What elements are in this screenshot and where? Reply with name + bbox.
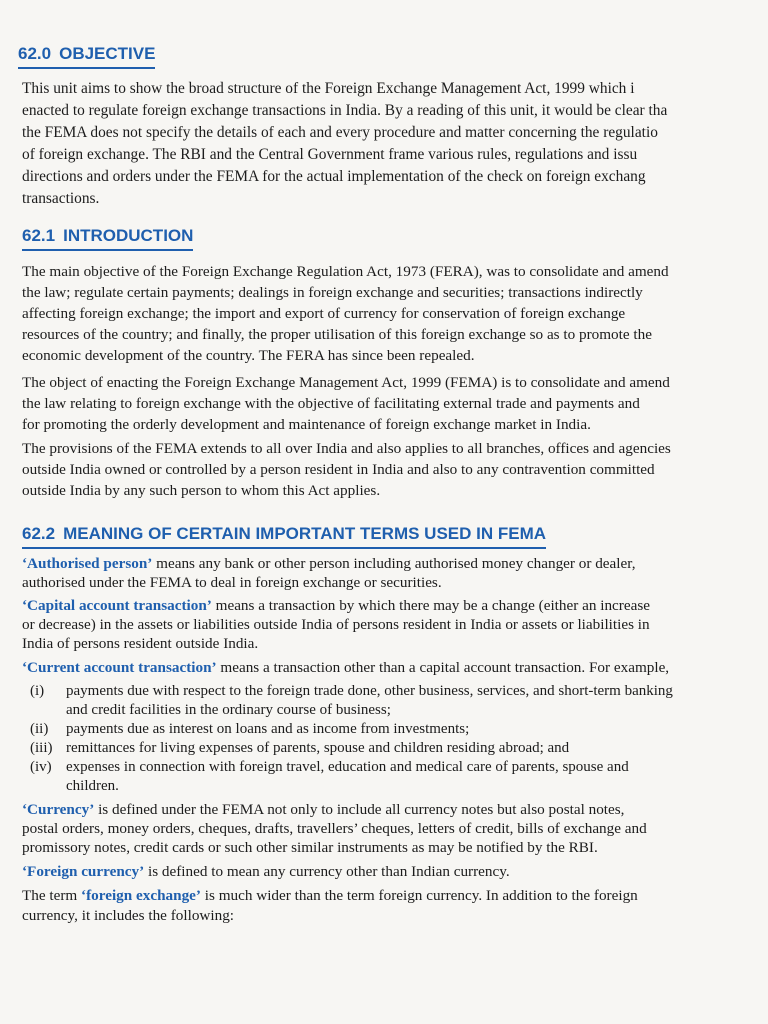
term-definition: means a transaction other than a capital account transaction. For example, (216, 659, 670, 676)
text-line: the FEMA does not specify the details of each and every procedure and matter concerning the regulatio (22, 124, 658, 141)
text-line: resources of the country; and finally, the proper utilisation of this foreign exchange so as to promote the (22, 326, 652, 343)
text-line: and credit facilities in the ordinary course of business; (66, 702, 391, 718)
section-heading-terms (22, 524, 546, 549)
term-name: ‘foreign exchange’ (81, 887, 201, 904)
list-item (30, 739, 673, 758)
term-current-account-transaction (22, 658, 768, 677)
text-line: The object of enacting the Foreign Exchange Management Act, 1999 (FEMA) is to consolidate and amend (22, 374, 670, 391)
text-line: India of persons resident outside India. (22, 635, 259, 652)
text-line: directions and orders under the FEMA for the actual implementation of the check on foreign exchang (22, 168, 646, 185)
section-number: 62.2 (22, 524, 56, 543)
text-line: outside India by any such person to whom this Act applies. (22, 482, 381, 499)
term-definition: means a transaction by which there may be a change (either an increase (211, 597, 650, 614)
term-authorised-person (22, 554, 768, 592)
list-marker: (ii) (30, 721, 49, 737)
text-line: authorised under the FEMA to deal in foreign exchange or securities. (22, 574, 442, 591)
section-heading-objective (18, 44, 155, 69)
section-number: 62.1 (22, 226, 56, 245)
term-foreign-exchange (22, 886, 768, 926)
section-title: OBJECTIVE (59, 44, 156, 63)
list-item (30, 682, 673, 720)
text-line: This unit aims to show the broad structure of the Foreign Exchange Management Act, 1999 which i (22, 80, 635, 97)
list-item (30, 720, 673, 739)
term-definition: is defined to mean any currency other than Indian currency. (144, 863, 510, 880)
text-line: outside India owned or controlled by a person resident in India and also to any contravention committed (22, 461, 655, 478)
text-line: the law; regulate certain payments; dealings in foreign exchange and securities; transactions indirectly (22, 284, 643, 301)
text-line: affecting foreign exchange; the import and export of currency for conservation of foreign exchange (22, 305, 626, 322)
text-line: children. (66, 778, 119, 794)
text-line: economic development of the country. The FERA has since been repealed. (22, 347, 475, 364)
current-account-examples-list (30, 682, 673, 796)
text-line: payments due with respect to the foreign trade done, other business, services, and short-term banking (66, 683, 673, 699)
term-name: ‘Authorised person’ (22, 555, 153, 572)
text-line: payments due as interest on loans and as income from investments; (66, 721, 470, 737)
text-line: expenses in connection with foreign travel, education and medical care of parents, spouse and (66, 759, 629, 775)
introduction-paragraph-1 (22, 261, 768, 366)
term-name: ‘Capital account transaction’ (22, 597, 212, 614)
introduction-paragraph-2 (22, 372, 768, 435)
term-name: ‘Foreign currency’ (22, 863, 145, 880)
text-line: transactions. (22, 190, 100, 207)
term-name: ‘Current account transaction’ (22, 659, 217, 676)
term-definition: is defined under the FEMA not only to include all currency notes but also postal notes, (94, 801, 625, 818)
term-definition: is much wider than the term foreign currency. In addition to the foreign (200, 887, 638, 904)
list-marker: (iii) (30, 740, 53, 756)
term-currency (22, 800, 768, 857)
text-line: promissory notes, credit cards or such other similar instruments as may be notified by the RBI. (22, 839, 598, 856)
section-number: 62.0 (18, 44, 52, 63)
text-line: or decrease) in the assets or liabilities outside India of persons resident in India or assets or liabilities in (22, 616, 650, 633)
text-line: The main objective of the Foreign Exchange Regulation Act, 1973 (FERA), was to consolidate and amend (22, 263, 669, 280)
section-heading-introduction (22, 226, 193, 251)
introduction-paragraph-3 (22, 438, 768, 501)
term-name: ‘Currency’ (22, 801, 95, 818)
text-line: The provisions of the FEMA extends to all over India and also applies to all branches, offices and agencies (22, 440, 671, 457)
list-marker: (iv) (30, 759, 52, 775)
objective-paragraph (22, 78, 768, 210)
term-lead: The term (22, 887, 82, 904)
text-line: for promoting the orderly development and maintenance of foreign exchange market in India. (22, 416, 591, 433)
text-line: remittances for living expenses of parents, spouse and children residing abroad; and (66, 740, 570, 756)
text-line: the law relating to foreign exchange with the objective of facilitating external trade and payments and (22, 395, 640, 412)
section-title: MEANING OF CERTAIN IMPORTANT TERMS USED IN FEMA (63, 524, 547, 543)
list-marker: (i) (30, 683, 45, 699)
term-capital-account-transaction (22, 596, 768, 653)
text-line: of foreign exchange. The RBI and the Central Government frame various rules, regulations and issu (22, 146, 638, 163)
text-line: currency, it includes the following: (22, 907, 235, 924)
term-foreign-currency (22, 862, 768, 881)
list-item (30, 758, 673, 796)
text-line: postal orders, money orders, cheques, drafts, travellers’ cheques, letters of credit, bills of exchange and (22, 820, 647, 837)
text-line: enacted to regulate foreign exchange transactions in India. By a reading of this unit, it would be clear tha (22, 102, 668, 119)
section-title: INTRODUCTION (63, 226, 194, 245)
term-definition: means any bank or other person including authorised money changer or dealer, (152, 555, 636, 572)
